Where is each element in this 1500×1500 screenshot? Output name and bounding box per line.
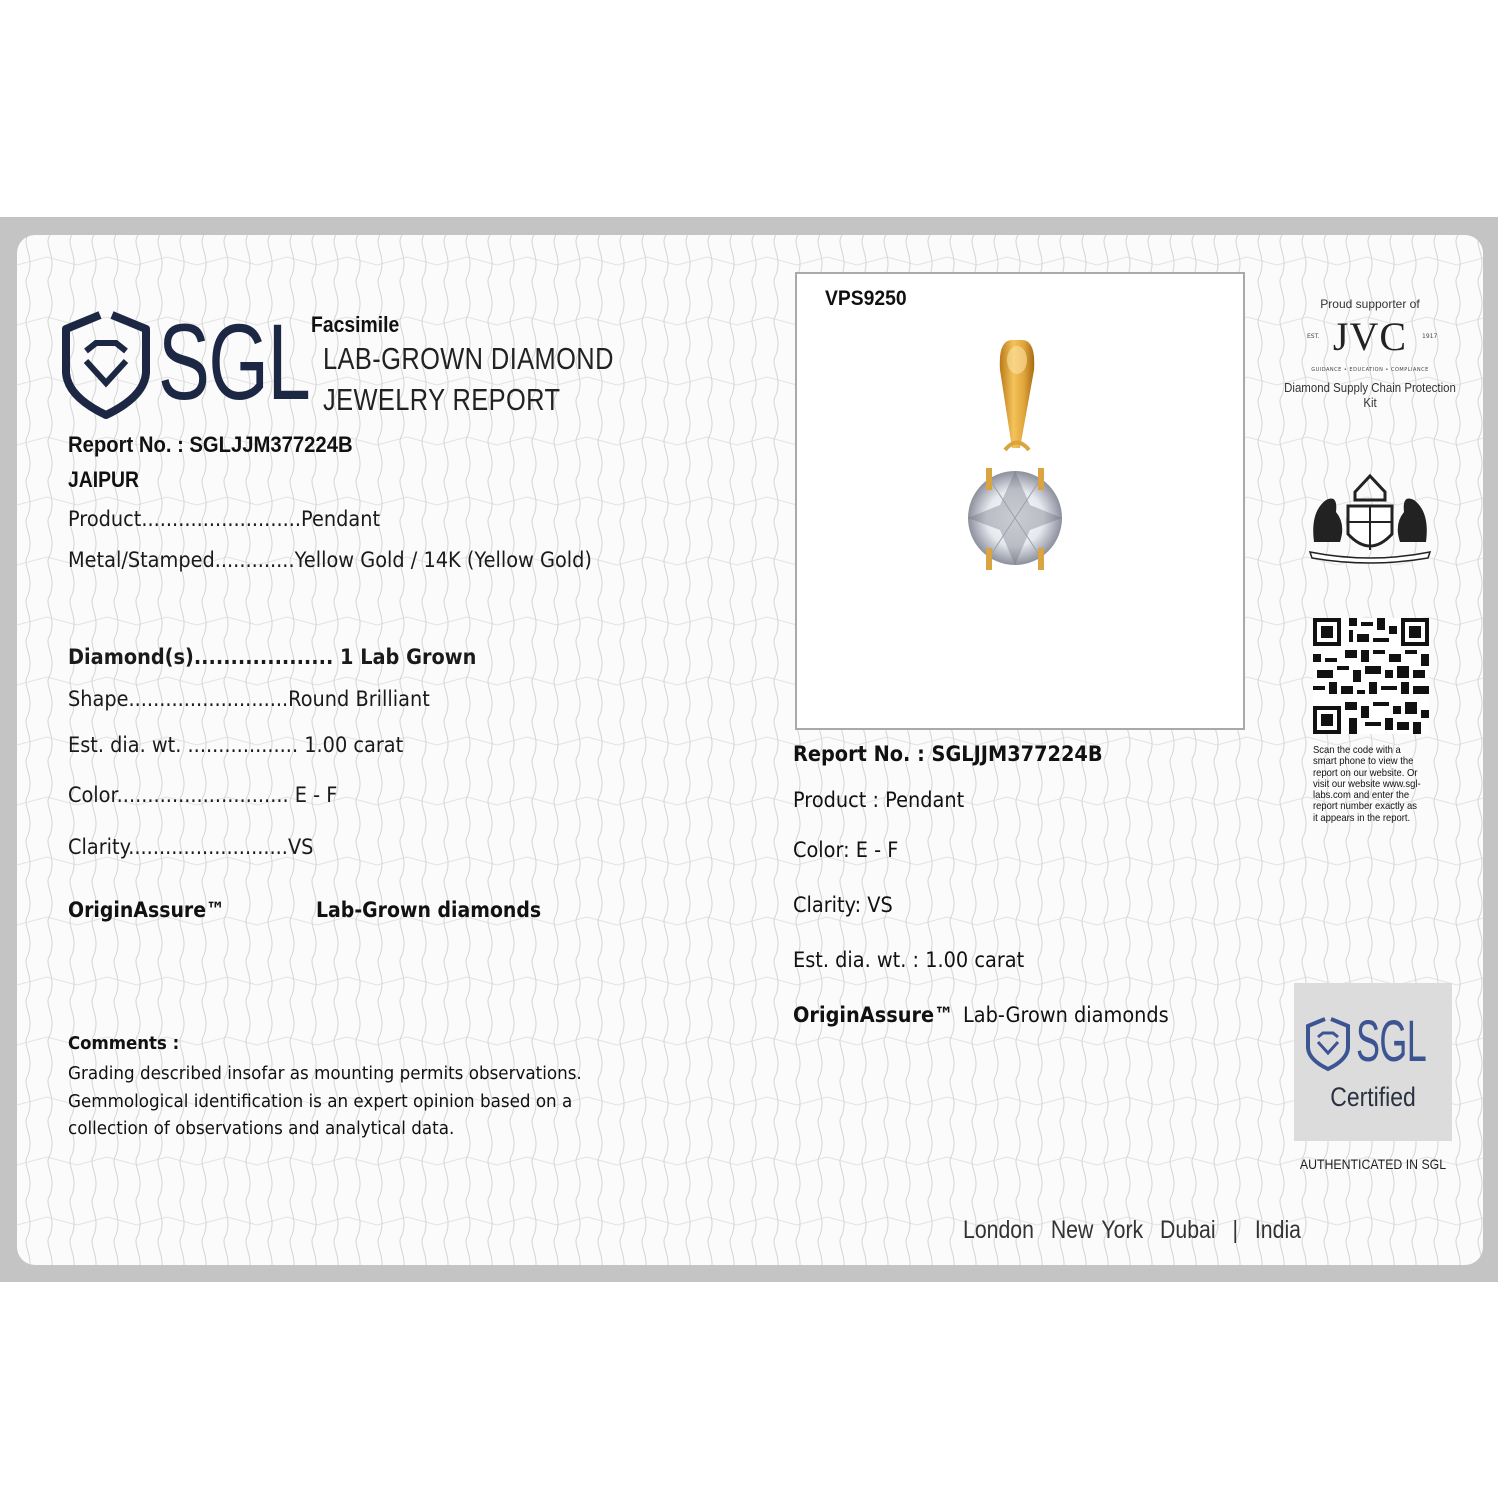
detail-label: Metal/Stamped............. — [68, 548, 295, 572]
coat-of-arms-icon — [1300, 472, 1440, 564]
detail-label: Shape.......................... — [68, 687, 289, 711]
detail-label: Color............................ — [68, 783, 289, 807]
sgl-logo-text: SGL — [158, 301, 310, 422]
summary-origin-value: Lab-Grown diamonds — [963, 1003, 1169, 1027]
facsimile-label: Facsimile — [311, 312, 400, 337]
detail-weight — [68, 733, 403, 757]
detail-value: Round Brilliant — [288, 687, 430, 711]
jvc-est: EST. — [1307, 333, 1320, 340]
report-number: Report No. : SGLJJM377224B — [68, 432, 353, 457]
office-locations: London New York Dubai | India — [963, 1216, 1301, 1244]
detail-label: Diamond(s)................... — [68, 645, 334, 669]
detail-value: 1 Lab Grown — [340, 645, 477, 669]
authenticated-label: AUTHENTICATED IN SGL — [1299, 1156, 1447, 1172]
detail-metal — [68, 548, 592, 572]
badge-certified-text: Certified — [1330, 1082, 1416, 1112]
pendant-image — [960, 330, 1070, 580]
detail-value: VS — [287, 835, 314, 859]
report-title-line2: JEWELRY REPORT — [323, 382, 561, 417]
jvc-tagline: GUIDANCE • EDUCATION • COMPLIANCE — [1311, 367, 1429, 373]
report-title-line1: LAB-GROWN DIAMOND — [323, 341, 614, 376]
detail-diamonds — [68, 645, 476, 669]
sgl-shield-logo-icon — [60, 311, 152, 419]
comments-text: Grading described insofar as mounting permits observations. Gemmological identification is an expert opinion based on a collection of observations and analytical data. — [68, 1063, 582, 1139]
detail-value: 1.00 carat — [304, 733, 404, 757]
summary-clarity: Clarity: VS — [793, 893, 893, 917]
qr-code[interactable] — [1313, 618, 1429, 734]
detail-value: Pendant — [301, 507, 381, 531]
detail-value: Yellow Gold / 14K (Yellow Gold) — [294, 548, 592, 572]
qr-instructions: Scan the code with a smart phone to view the report on our website. Or visit our website www.sgl-labs.com and enter the report number exactly as it appears in the report. — [1313, 744, 1421, 824]
detail-product — [68, 507, 380, 531]
badge-sgl-text: SGL — [1356, 1009, 1427, 1074]
detail-label: Est. dia. wt. .................. — [68, 733, 299, 757]
jvc-kit-text: Diamond Supply Chain Protection Kit — [1284, 380, 1456, 410]
summary-color: Color: E - F — [793, 838, 899, 862]
issuing-city: JAIPUR — [68, 467, 140, 492]
jvc-logo: JVC — [1332, 314, 1408, 359]
summary-origin-label: OriginAssure™ — [793, 1003, 954, 1027]
origin-assure-value: Lab-Grown diamonds — [316, 898, 542, 922]
detail-value: E - F — [294, 783, 338, 807]
summary-weight: Est. dia. wt. : 1.00 carat — [793, 948, 1025, 972]
jvc-supporter-text: Proud supporter of — [1320, 297, 1420, 311]
detail-shape — [68, 687, 430, 711]
detail-clarity — [68, 835, 313, 859]
jvc-year: 1917 — [1422, 333, 1438, 340]
detail-color — [68, 783, 337, 807]
detail-label: Clarity.......................... — [68, 835, 288, 859]
summary-report-number: Report No. : SGLJJM377224B — [793, 742, 1103, 766]
origin-assure-label: OriginAssure™ — [68, 898, 225, 922]
product-sku: VPS9250 — [825, 287, 907, 310]
detail-label: Product.......................... — [68, 507, 302, 531]
sgl-badge-shield-icon — [1305, 1016, 1351, 1072]
comments-heading: Comments : — [68, 1033, 180, 1054]
summary-product: Product : Pendant — [793, 788, 965, 812]
